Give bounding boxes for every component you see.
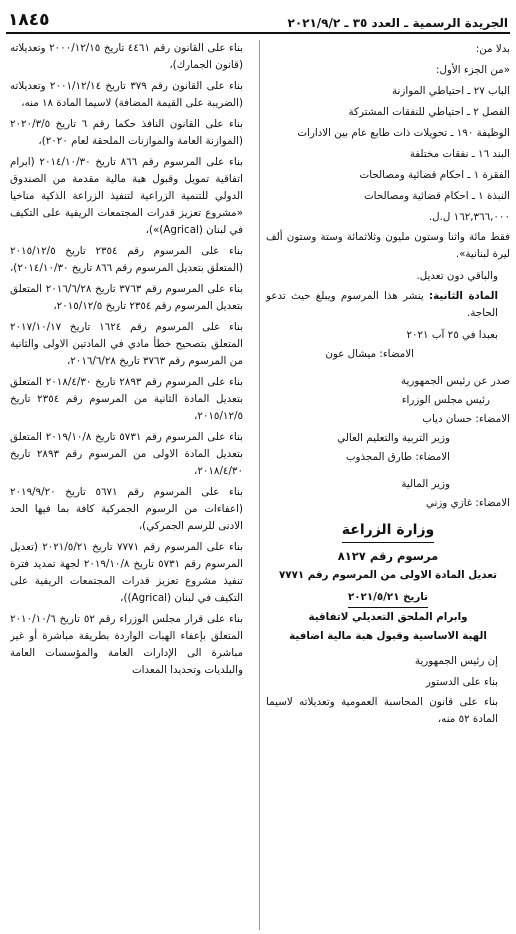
decree-subject-line: تاريخ ٢٠٢١/٥/٢١ xyxy=(348,588,428,608)
preamble-line: بناء على قانون المحاسبة العمومية وتعديلاته لاسيما المادة ٥٢ منه، xyxy=(266,696,498,725)
finance-minister-title: وزير المالية xyxy=(401,478,450,490)
decree-subject-line: تعديل المادة الاولى من المرسوم رقم ٧٧٧١ xyxy=(279,569,497,581)
article-2-label: المادة الثانية: xyxy=(429,290,498,302)
legal-basis-paragraph: بناء على المرسوم رقم ٢٨٩٣ تاريخ ٢٠١٨/٤/٣٠ المتعلق بتعديل المادة الثانية من المرسوم رقم ٢٣٥٤ تاريخ ٢٠١٥/١٢/٥، xyxy=(10,376,243,422)
legal-basis-paragraph: بناء على المرسوم رقم ١٦٢٤ تاريخ ٢٠١٧/١٠/١٧ المتعلق بتصحيح خطأ مادي في المادتين الاولى والثانية من المرسوم رقم ٣٧٦٣ تاريخ ٢٠١٦/٦/٢٨، xyxy=(10,321,243,367)
legal-basis-paragraph: بناء على القانون رقم ٣٧٩ تاريخ ٢٠٠١/١٢/١٤ وتعديلاته (الضريبة على القيمة المضافة) لاسيما المادة ١٨ منه، xyxy=(10,80,243,109)
ministry-title: وزارة الزراعة xyxy=(342,520,434,543)
preamble-line: إن رئيس الجمهورية xyxy=(414,655,498,667)
legal-basis-paragraph: بناء على القانون رقم ٤٤٦١ تاريخ ٢٠٠٠/١٢/١٥ وتعديلاته (قانون الجمارك)، xyxy=(10,42,243,71)
legal-basis-paragraph: بناء على المرسوم رقم ٥٧٣١ تاريخ ٢٠١٩/١٠/٨ المتعلق بتعديل المادة الاولى من المرسوم رقم ٢٨٩٣ تاريخ ٢٠١٨/٤/٣٠، xyxy=(10,431,244,477)
intro-text: بدلا من: xyxy=(475,43,510,55)
budget-line: الفقرة ١ ـ احكام قضائية ومصالحات xyxy=(359,169,510,181)
legal-basis-paragraph: بناء على المرسوم رقم ٧٧٧١ تاريخ ٢٠٢١/٥/٢١ (تعديل المرسوم رقم ٥٧٣١ تاريخ ٢٠١٩/١٠/٨ لجهة تمديد فترة تنفيذ مشروع تعزيز قدرات المجتمعات الريفية على التكيف في لبنان (Agrical))، xyxy=(10,541,243,604)
page-header xyxy=(6,6,510,34)
president-signature: الامضاء: ميشال عون xyxy=(325,348,414,360)
gazette-title: الجريدة الرسمية ـ العدد ٣٥ ـ ٢٠٢١/٩/٢ xyxy=(287,16,508,30)
decree-date: بعبدا في ٢٥ آب ٢٠٢١ xyxy=(406,329,498,341)
left-column xyxy=(10,40,260,930)
budget-line: الباب ٢٧ ـ احتياطي الموازنة xyxy=(392,85,510,97)
right-column xyxy=(260,40,510,930)
education-minister-signature: الامضاء: طارق المجذوب xyxy=(345,451,450,463)
legal-basis-paragraph: بناء على المرسوم رقم ٨٦٦ تاريخ ٢٠١٤/١٠/٣٠ (ابرام اتفاقية تمويل وقبول هبة مالية مقدمة من الصندوق الدولي للتنمية الزراعية لتنفيذ الزراعة الذكية مناخيا «مشروع تعزيز قدرات المجتمعات الريفية على التكيف في لبنان (Agrical)»)، xyxy=(10,156,243,236)
budget-line: البند ١٦ ـ نفقات مختلفة xyxy=(409,148,510,160)
legal-basis-paragraph: بناء على المرسوم رقم ٢٣٥٤ تاريخ ٢٠١٥/١٢/٥ (المتعلق بتعديل المرسوم رقم ٨٦٦ تاريخ ٢٠١٤/١٠/٣٠)، xyxy=(10,245,243,274)
rest-text: والباقي دون تعديل. xyxy=(416,270,498,282)
legal-basis-paragraph: بناء على المرسوم رقم ٥٦٧١ تاريخ ٢٠١٩/٩/٢٠ (اعفاءات من الرسوم الجمركية كافة بما فيها الحد الادنى للرسم الجمركي)، xyxy=(10,486,243,532)
decree-heading xyxy=(266,519,510,646)
budget-line: الوظيفة ١٩٠ ـ تحويلات ذات طابع عام بين الادارات xyxy=(297,127,510,139)
part-label: «من الجزء الأول: xyxy=(435,64,510,76)
legal-basis-paragraph: بناء على القانون النافذ حكما رقم ٦ تاريخ ٢٠٢٠/٣/٥ (الموازنة العامة والموازنات الملحقة لعام ٢٠٢٠)، xyxy=(10,118,243,147)
decree-subject-line: الهبة الاساسية وقبول هبة مالية اضافية xyxy=(289,630,487,642)
pm-signature: الامضاء: حسان دياب xyxy=(422,413,510,425)
columns xyxy=(6,40,510,930)
legal-basis-paragraph: بناء على المرسوم رقم ٣٧٦٣ تاريخ ٢٠١٦/٦/٢٨ المتعلق بتعديل المرسوم رقم ٢٣٥٤ تاريخ ٢٠١٥/١٢/٥، xyxy=(10,283,243,312)
amount: ١٦٢,٣٦٦,٠٠٠ ل.ل. xyxy=(428,211,510,223)
amount-words: فقط مائة واثنا وستون مليون وثلاثمائة وستة وستون ألف ليرة لبنانية». xyxy=(266,231,510,260)
decree-number: مرسوم رقم ٨١٢٧ xyxy=(337,549,439,563)
finance-minister-signature: الامضاء: غازي وزني xyxy=(425,497,510,509)
pm-title: رئيس مجلس الوزراء xyxy=(401,394,490,406)
preamble-line: بناء على الدستور xyxy=(425,676,498,688)
issued-by: صدر عن رئيس الجمهورية xyxy=(400,375,510,387)
article-2 xyxy=(266,288,510,322)
decree-subject-line: وابرام الملحق التعديلي لاتفاقية xyxy=(308,611,468,623)
budget-line: الفصل ٢ ـ احتياطي للنفقات المشتركة xyxy=(348,106,510,118)
article-2-text: ينشر هذا المرسوم ويبلغ حيث تدعو الحاجة. xyxy=(266,290,498,319)
education-minister-title: وزير التربية والتعليم العالي xyxy=(337,432,450,444)
page-number: ١٨٤٥ xyxy=(8,10,50,30)
legal-basis-paragraph: بناء على قرار مجلس الوزراء رقم ٥٢ تاريخ ٢٠١٠/١٠/٦ المتعلق بإعفاء الهبات الواردة بطريقة مباشرة أو غير مباشرة الى الإدارات العامة والمؤسسات العامة والبلديات وتحديدا المعدات xyxy=(10,613,243,676)
budget-line: النبذة ١ ـ احكام قضائية ومصالحات xyxy=(363,190,510,202)
